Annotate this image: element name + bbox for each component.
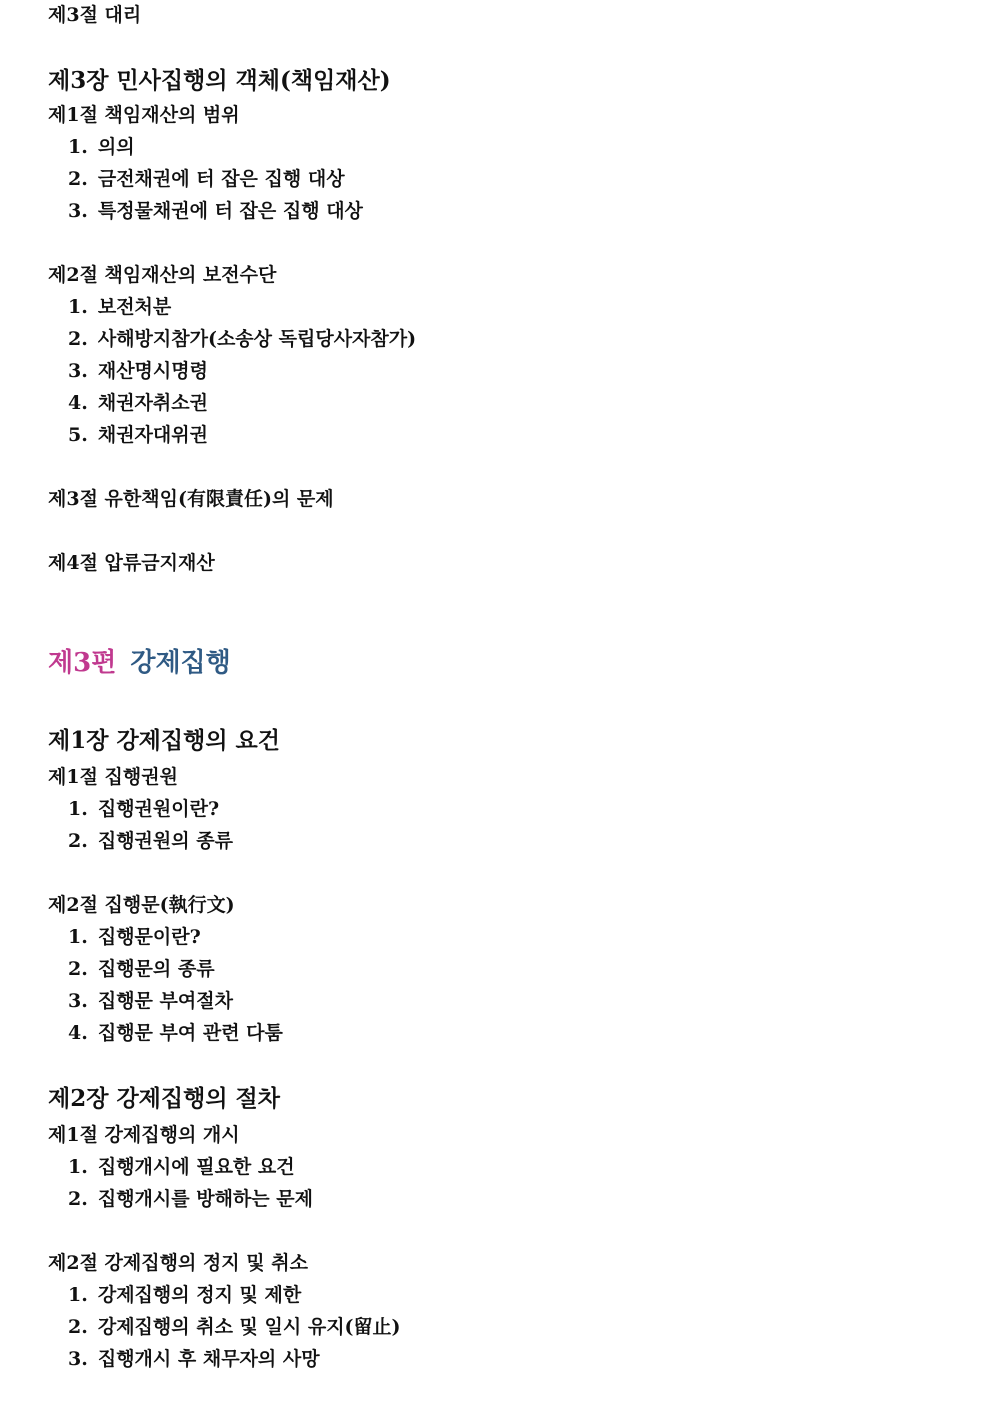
list-item: 2. 집행문의 종류 — [68, 958, 215, 980]
list-item: 5. 채권자대위권 — [68, 424, 208, 446]
section-heading: 제2절 집행문(執行文) — [48, 894, 235, 916]
list-item: 1. 의의 — [68, 136, 135, 158]
chapter-heading: 제3장 민사집행의 객체(책임재산) — [48, 67, 391, 94]
part-heading — [48, 642, 231, 679]
list-item: 2. 집행권원의 종류 — [68, 830, 233, 852]
chapter-heading: 제2장 강제집행의 절차 — [48, 1085, 280, 1112]
list-item: 1. 집행문이란? — [68, 926, 201, 948]
list-item: 4. 채권자취소권 — [68, 392, 208, 414]
section-heading: 제2절 강제집행의 정지 및 취소 — [48, 1252, 308, 1274]
list-item: 1. 집행개시에 필요한 요건 — [68, 1156, 295, 1178]
section-heading: 제2절 책임재산의 보전수단 — [48, 264, 277, 286]
list-item: 3. 재산명시명령 — [68, 360, 208, 382]
list-item: 3. 집행개시 후 채무자의 사망 — [68, 1348, 320, 1370]
section-heading: 제1절 강제집행의 개시 — [48, 1124, 240, 1146]
section-heading: 제4절 압류금지재산 — [48, 552, 215, 574]
list-item: 2. 금전채권에 터 잡은 집행 대상 — [68, 168, 345, 190]
section-heading: 제3절 유한책임(有限責任)의 문제 — [48, 488, 334, 510]
list-item: 2. 강제집행의 취소 및 일시 유지(留止) — [68, 1316, 401, 1338]
section-heading: 제3절 대리 — [48, 4, 142, 26]
list-item: 4. 집행문 부여 관련 다툼 — [68, 1022, 283, 1044]
part-number: 제3편 — [48, 648, 117, 678]
list-item: 3. 특정물채권에 터 잡은 집행 대상 — [68, 200, 363, 222]
chapter-heading: 제1장 강제집행의 요건 — [48, 727, 280, 754]
list-item: 2. 사해방지참가(소송상 독립당사자참가) — [68, 328, 417, 350]
section-heading: 제1절 집행권원 — [48, 766, 178, 788]
list-item: 1. 강제집행의 정지 및 제한 — [68, 1284, 302, 1306]
list-item: 3. 집행문 부여절차 — [68, 990, 233, 1012]
section-heading: 제1절 책임재산의 범위 — [48, 104, 240, 126]
list-item: 2. 집행개시를 방해하는 문제 — [68, 1188, 313, 1210]
list-item: 1. 보전처분 — [68, 296, 172, 318]
list-item: 1. 집행권원이란? — [68, 798, 220, 820]
part-title: 강제집행 — [130, 648, 231, 678]
